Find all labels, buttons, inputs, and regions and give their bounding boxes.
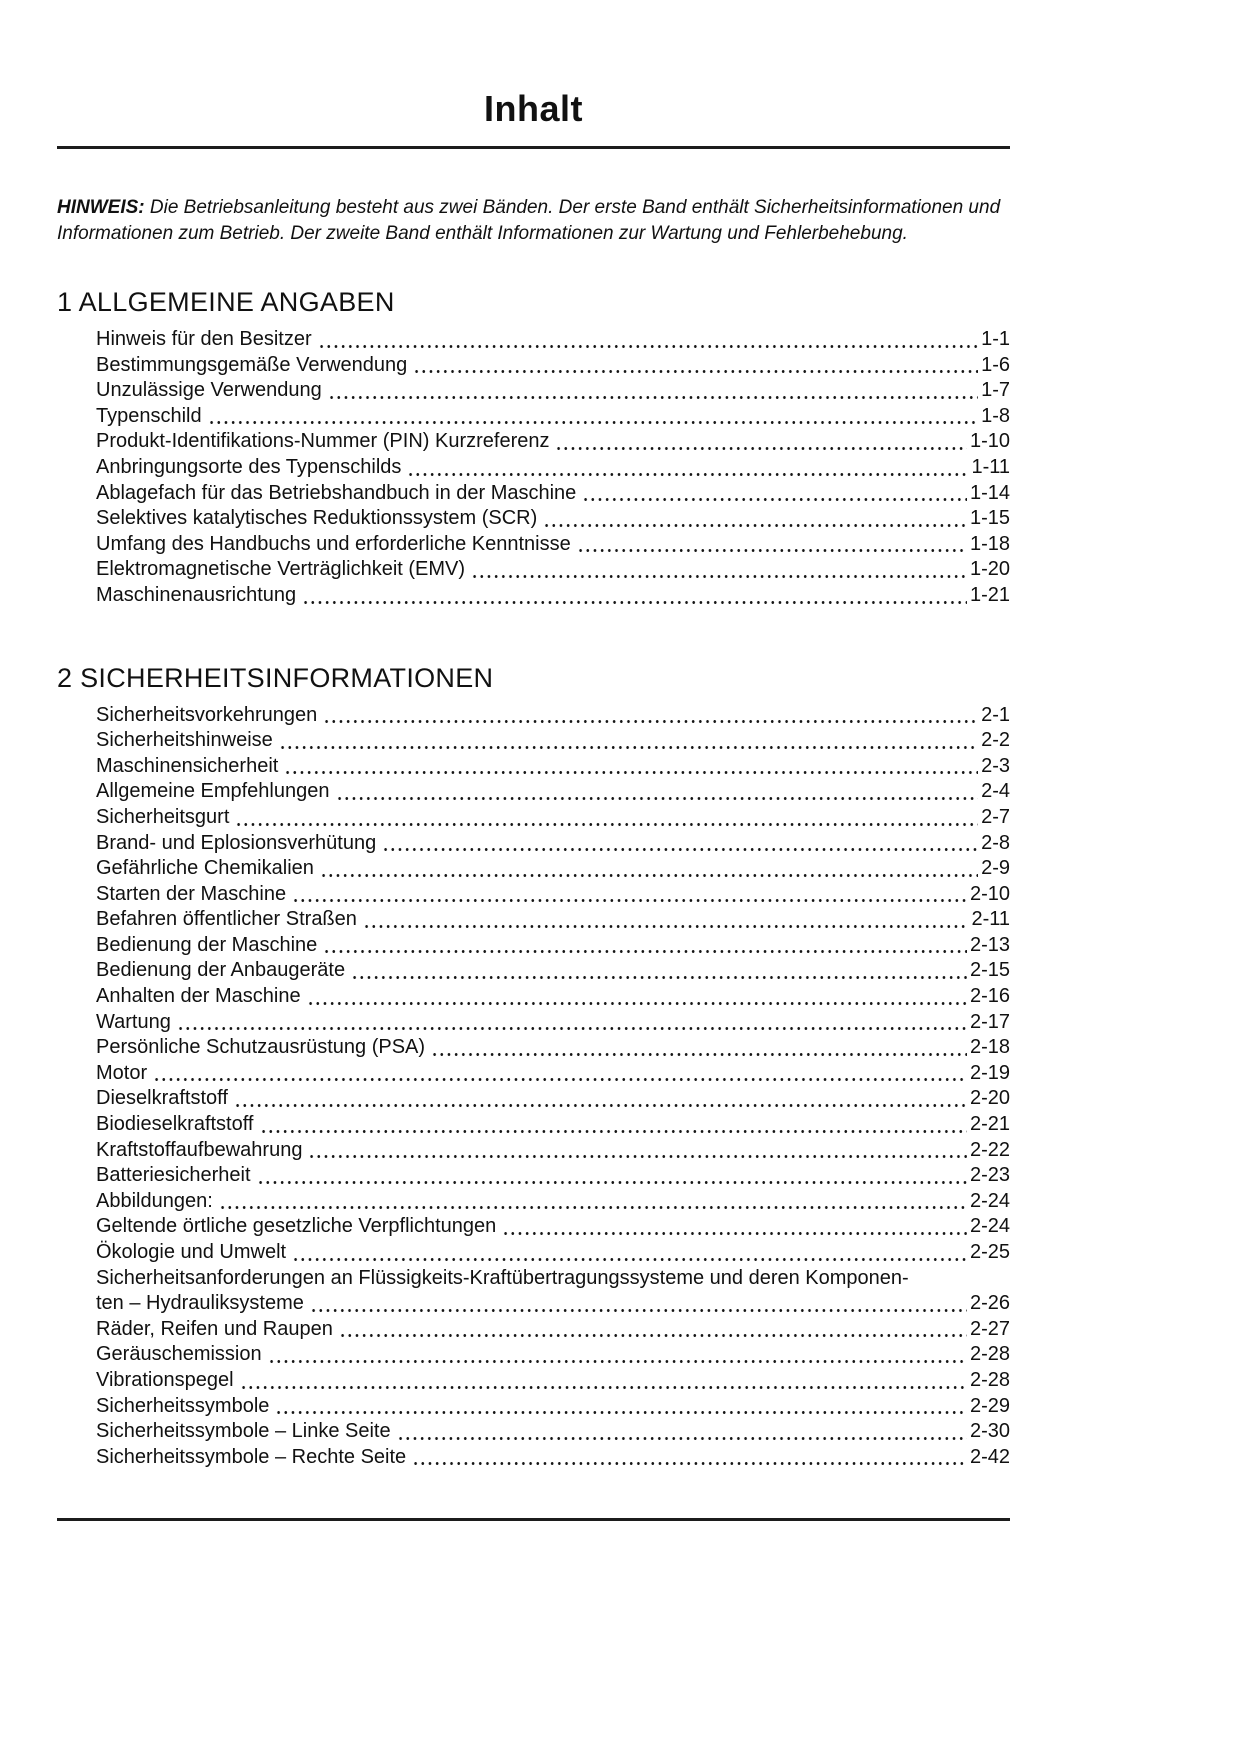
toc-entry <box>96 831 1010 857</box>
toc-entry-page: 1-6 <box>981 353 1010 376</box>
toc-entry-label: Typenschild <box>96 404 202 427</box>
toc-entry-label: Bedienung der Anbaugeräte <box>96 959 346 982</box>
dot-leader <box>471 575 967 578</box>
toc-entry-label: Brand- und Eplosionsverhütung <box>96 831 377 854</box>
dot-leader <box>351 976 967 979</box>
dot-leader <box>336 797 979 800</box>
toc-entry-page: 1-11 <box>971 455 1010 478</box>
toc-entry <box>96 583 1010 609</box>
toc-entry-page: 2-29 <box>969 1394 1010 1417</box>
toc-entry-page: 2-1 <box>981 703 1010 726</box>
note <box>57 195 1010 247</box>
dot-leader <box>268 1360 967 1363</box>
dot-leader <box>543 524 967 527</box>
toc-entry <box>96 703 1010 729</box>
dot-leader <box>292 899 967 902</box>
toc-entry-label: Sicherheitssymbole <box>96 1394 270 1417</box>
toc-entry <box>96 1035 1010 1061</box>
dot-leader <box>323 950 967 953</box>
toc-entry <box>96 327 1010 353</box>
toc-entry-page: 2-2 <box>981 729 1010 752</box>
toc-entry <box>96 1317 1010 1343</box>
toc-entry-page: 2-28 <box>969 1368 1010 1391</box>
note-label: HINWEIS: <box>57 197 145 218</box>
toc-entry <box>96 1086 1010 1112</box>
dot-leader <box>310 1309 967 1312</box>
toc-entry <box>96 805 1010 831</box>
toc-entry-label: Maschinensicherheit <box>96 754 279 777</box>
toc-entry <box>96 1163 1010 1189</box>
dot-leader <box>363 925 969 928</box>
toc-entry-label: Elektromagnetische Verträglichkeit (EMV) <box>96 558 466 581</box>
toc-entry <box>96 779 1010 805</box>
toc-entry-label: Anhalten der Maschine <box>96 985 301 1008</box>
toc-entry <box>96 1291 1010 1317</box>
toc-entry-label: Sicherheitsvorkehrungen <box>96 703 318 726</box>
toc-entry <box>96 353 1010 379</box>
toc-entry <box>96 1445 1010 1471</box>
toc-entry-page: 1-21 <box>969 583 1010 606</box>
toc-entry-label: Geltende örtliche gesetzliche Verpflichtungen <box>96 1215 497 1238</box>
dot-leader <box>397 1437 967 1440</box>
toc-entry-label: Sicherheitsanforderungen an Flüssigkeits-Kraftübertragungssysteme und deren Komponen- <box>96 1266 909 1289</box>
toc-entry-page: 2-24 <box>969 1189 1010 1212</box>
dot-leader <box>177 1027 967 1030</box>
toc-entry-page: 1-8 <box>981 404 1010 427</box>
section-entries <box>57 327 1010 609</box>
toc-entry-label: Bedienung der Maschine <box>96 933 318 956</box>
toc-entry-label: Wartung <box>96 1010 171 1033</box>
dot-leader <box>382 848 978 851</box>
toc-sections <box>57 287 1010 1470</box>
toc-entry <box>96 1061 1010 1087</box>
toc-entry <box>96 1214 1010 1240</box>
dot-leader <box>323 720 978 723</box>
toc-entry-page: 2-10 <box>969 882 1010 905</box>
dot-leader <box>407 473 968 476</box>
dot-leader <box>582 498 967 501</box>
dot-leader <box>260 1130 967 1133</box>
toc-entry-label: Kraftstoffaufbewahrung <box>96 1138 303 1161</box>
toc-entry-label: Sicherheitshinweise <box>96 729 273 752</box>
dot-leader <box>577 549 967 552</box>
toc-entry <box>96 378 1010 404</box>
section-entries <box>57 703 1010 1471</box>
toc-entry-label: Unzulässige Verwendung <box>96 379 322 402</box>
toc-entry-page: 2-26 <box>969 1292 1010 1315</box>
toc-entry <box>96 882 1010 908</box>
toc-entry <box>96 1138 1010 1164</box>
toc-entry <box>96 1266 1010 1292</box>
toc-entry <box>96 481 1010 507</box>
toc-entry-label: Dieselkraftstoff <box>96 1087 228 1110</box>
toc-entry-label: Motor <box>96 1061 148 1084</box>
toc-entry-page: 2-20 <box>969 1087 1010 1110</box>
toc-entry-page: 2-13 <box>969 933 1010 956</box>
toc-entry-page: 2-42 <box>969 1445 1010 1468</box>
toc-entry-page: 1-7 <box>981 379 1010 402</box>
toc-section <box>57 663 1010 1471</box>
toc-entry-page: 2-28 <box>969 1343 1010 1366</box>
toc-entry-page: 2-3 <box>981 754 1010 777</box>
toc-entry-label: Befahren öffentlicher Straßen <box>96 908 357 931</box>
toc-entry <box>96 1342 1010 1368</box>
dot-leader <box>502 1232 967 1235</box>
toc-entry-page: 1-10 <box>969 430 1010 453</box>
toc-entry-page: 2-22 <box>969 1138 1010 1161</box>
note-text: Die Betriebsanleitung besteht aus zwei Bänden. Der erste Band enthält Sicherheitsinformationen und Informationen zum Betrieb. Der zweite Band enthält Informationen zur Wartung und Fehlerbehebung. <box>57 197 1001 244</box>
toc-entry-page: 2-7 <box>981 805 1010 828</box>
toc-entry-label: Ablagefach für das Betriebshandbuch in der Maschine <box>96 481 577 504</box>
toc-entry-label: Produkt-Identifikations-Nummer (PIN) Kurzreferenz <box>96 430 550 453</box>
toc-entry-label: Abbildungen: <box>96 1189 213 1212</box>
toc-entry-label: Vibrationspegel <box>96 1368 234 1391</box>
toc-entry <box>96 532 1010 558</box>
toc-entry-page: 1-1 <box>981 328 1010 350</box>
dot-leader <box>320 874 978 877</box>
dot-leader <box>208 421 978 424</box>
toc-entry-label: Batteriesicherheit <box>96 1164 251 1187</box>
toc-entry <box>96 984 1010 1010</box>
toc-entry-page: 2-9 <box>981 857 1010 880</box>
toc-entry <box>96 1240 1010 1266</box>
toc-entry <box>96 856 1010 882</box>
toc-entry-page: 2-25 <box>969 1241 1010 1263</box>
toc-entry-label: Bestimmungsgemäße Verwendung <box>96 353 408 376</box>
toc-entry <box>96 754 1010 780</box>
toc-entry-page: 2-21 <box>969 1113 1010 1136</box>
toc-entry-label: Umfang des Handbuchs und erforderliche Kenntnisse <box>96 532 571 555</box>
toc-entry-page: 2-15 <box>969 959 1010 982</box>
toc-entry <box>96 404 1010 430</box>
toc-entry-label: Ökologie und Umwelt <box>96 1241 287 1263</box>
dot-leader <box>219 1206 967 1209</box>
toc-entry-page: 1-18 <box>969 532 1010 555</box>
toc-entry-page: 2-30 <box>969 1420 1010 1443</box>
dot-leader <box>339 1334 967 1337</box>
toc-entry-label: Allgemeine Empfehlungen <box>96 780 330 803</box>
toc-entry-label: Hinweis für den Besitzer <box>96 328 312 350</box>
dot-leader <box>431 1053 967 1056</box>
toc-entry-page: 2-18 <box>969 1036 1010 1059</box>
toc-entry <box>96 1189 1010 1215</box>
page-title: Inhalt <box>484 88 583 129</box>
toc-entry-page: 2-8 <box>981 831 1010 854</box>
dot-leader <box>412 1462 967 1465</box>
dot-leader <box>318 345 978 348</box>
dot-leader <box>302 601 967 604</box>
toc-entry-page: 1-15 <box>969 507 1010 530</box>
toc-entry <box>96 958 1010 984</box>
toc-entry <box>96 506 1010 532</box>
toc-entry <box>96 933 1010 959</box>
toc-entry-label: Persönliche Schutzausrüstung (PSA) <box>96 1036 426 1059</box>
toc-entry-label: Geräuschemission <box>96 1343 262 1366</box>
toc-entry-page: 1-20 <box>969 558 1010 581</box>
toc-entry-label: Sicherheitssymbole – Rechte Seite <box>96 1445 407 1468</box>
toc-entry-page: 2-16 <box>969 985 1010 1008</box>
dot-leader <box>240 1386 967 1389</box>
section-heading: 2 SICHERHEITSINFORMATIONEN <box>57 662 494 693</box>
toc-entry <box>96 1112 1010 1138</box>
dot-leader <box>279 746 978 749</box>
toc-entry <box>96 907 1010 933</box>
toc-entry-label: Sicherheitssymbole – Linke Seite <box>96 1420 391 1443</box>
toc-entry-label: Maschinenausrichtung <box>96 583 297 606</box>
dot-leader <box>328 396 978 399</box>
toc-entry <box>96 1010 1010 1036</box>
section-heading: 1 ALLGEMEINE ANGABEN <box>57 287 395 317</box>
dot-leader <box>235 823 978 826</box>
dot-leader <box>413 370 978 373</box>
toc-entry <box>96 728 1010 754</box>
toc-entry <box>96 455 1010 481</box>
toc-entry-label: ten – Hydrauliksysteme <box>96 1292 304 1315</box>
toc-entry-page: 2-4 <box>981 780 1010 803</box>
toc-entry-label: Biodieselkraftstoff <box>96 1113 254 1136</box>
toc-section <box>57 287 1010 609</box>
toc-entry-label: Starten der Maschine <box>96 882 287 905</box>
toc-entry-label: Räder, Reifen und Raupen <box>96 1317 333 1340</box>
toc-entry-label: Sicherheitsgurt <box>96 805 230 828</box>
dot-leader <box>308 1155 967 1158</box>
toc-entry-page: 2-17 <box>969 1010 1010 1033</box>
toc-entry-label: Selektives katalytisches Reduktionssystem (SCR) <box>96 507 538 530</box>
bottom-rule <box>57 1518 1010 1521</box>
dot-leader <box>234 1104 967 1107</box>
title-rule <box>57 146 1010 149</box>
toc-entry <box>96 1419 1010 1445</box>
dot-leader <box>275 1411 967 1414</box>
dot-leader <box>555 447 966 450</box>
toc-entry <box>96 1394 1010 1420</box>
dot-leader <box>284 771 978 774</box>
toc-entry-label: Gefährliche Chemikalien <box>96 857 314 880</box>
toc-entry-label: Anbringungsorte des Typenschilds <box>96 455 402 478</box>
toc-entry-page: 2-24 <box>969 1215 1010 1238</box>
toc-entry-page: 1-14 <box>969 481 1010 504</box>
dot-leader <box>292 1258 967 1261</box>
dot-leader <box>307 1002 967 1005</box>
toc-entry-page: 2-11 <box>971 908 1010 931</box>
toc-entry-page: 2-23 <box>969 1164 1010 1187</box>
toc-entry-page: 2-19 <box>969 1061 1010 1084</box>
dot-leader <box>257 1181 967 1184</box>
toc-entry <box>96 557 1010 583</box>
dot-leader <box>153 1078 967 1081</box>
toc-entry <box>96 429 1010 455</box>
toc-entry <box>96 1368 1010 1394</box>
toc-entry-page: 2-27 <box>969 1317 1010 1340</box>
